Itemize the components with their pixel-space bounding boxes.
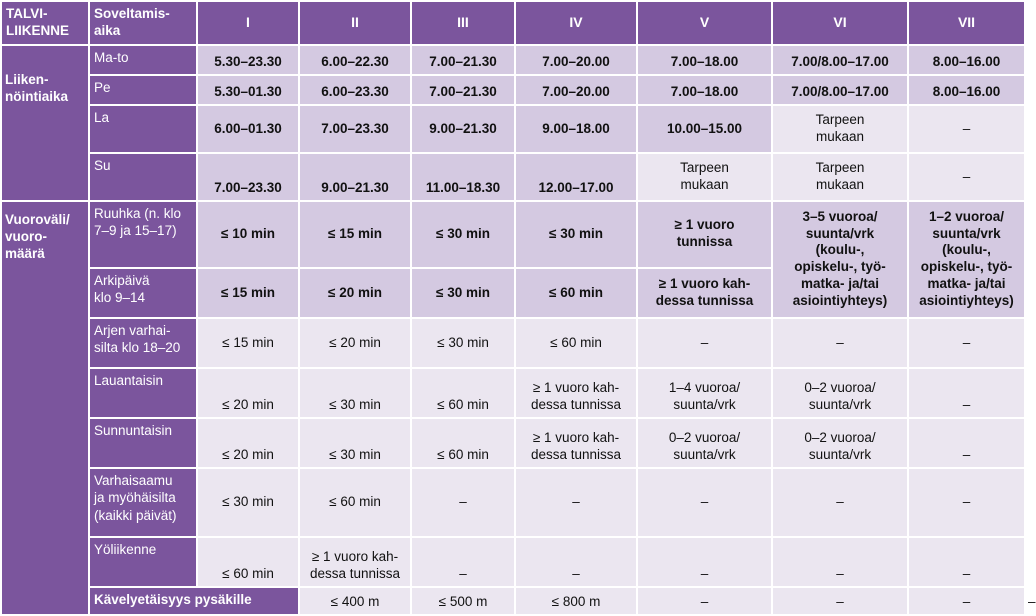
table-cell: 8.00–16.00 (908, 45, 1025, 75)
table-cell: ≥ 1 vuoro kah- dessa tunnissa (515, 368, 637, 418)
table-row (1, 75, 1025, 105)
table-cell: – (908, 418, 1025, 468)
table-row (1, 468, 1025, 537)
table-cell: 10.00–15.00 (637, 105, 772, 153)
table-cell: 7.00/8.00–17.00 (772, 75, 908, 105)
table-cell: 3–5 vuoroa/ suunta/vrk (koulu-, opiskelu-, työ- matka- ja/tai asiointiyhteys) (772, 201, 908, 318)
walking-distance-label: Kävelyetäisyys pysäkille (89, 587, 299, 615)
table-cell: ≤ 20 min (299, 268, 411, 318)
table-cell: 6.00–22.30 (299, 45, 411, 75)
row-label: Arkipäivä klo 9–14 (89, 268, 197, 318)
table-cell: ≤ 30 min (299, 368, 411, 418)
table-cell: 9.00–21.30 (299, 153, 411, 201)
table-cell: ≤ 30 min (515, 201, 637, 268)
table-cell: ≥ 1 vuoro kah- dessa tunnissa (515, 418, 637, 468)
table-cell: 12.00–17.00 (515, 153, 637, 201)
table-cell: ≤ 30 min (299, 418, 411, 468)
table-row (1, 45, 1025, 75)
table-cell: – (908, 537, 1025, 587)
class-header: VII (908, 1, 1025, 45)
table-cell: Tarpeen mukaan (637, 153, 772, 201)
table-cell: 7.00–20.00 (515, 75, 637, 105)
table-row (1, 105, 1025, 153)
class-header: I (197, 1, 299, 45)
header-row (1, 1, 1025, 45)
table-cell: ≥ 1 vuoro kah- dessa tunnissa (637, 268, 772, 318)
row-label: Lauantaisin (89, 368, 197, 418)
table-cell: ≤ 400 m (299, 587, 411, 615)
table-cell: – (772, 587, 908, 615)
table-cell: 7.00–21.30 (411, 75, 515, 105)
table-cell: 7.00–18.00 (637, 45, 772, 75)
table-cell: ≤ 60 min (197, 537, 299, 587)
table-cell: 0–2 vuoroa/ suunta/vrk (772, 368, 908, 418)
class-header: III (411, 1, 515, 45)
table-cell: 5.30–01.30 (197, 75, 299, 105)
table-cell: 6.00–01.30 (197, 105, 299, 153)
table-cell: ≤ 20 min (197, 418, 299, 468)
table-cell: – (637, 468, 772, 537)
table-cell: ≥ 1 vuoro tunnissa (637, 201, 772, 268)
table-cell: ≤ 15 min (197, 318, 299, 368)
table-cell: 7.00–20.00 (515, 45, 637, 75)
group-label-operating-time: Liiken- nöintiaika (1, 45, 89, 201)
table-cell: 0–2 vuoroa/ suunta/vrk (637, 418, 772, 468)
table-cell: – (515, 537, 637, 587)
table-cell: ≤ 20 min (197, 368, 299, 418)
class-header: II (299, 1, 411, 45)
table-cell: – (908, 468, 1025, 537)
table-row (1, 368, 1025, 418)
table-cell: 9.00–18.00 (515, 105, 637, 153)
table-row (1, 537, 1025, 587)
table-cell: – (772, 468, 908, 537)
table-cell: – (772, 318, 908, 368)
table-cell: – (908, 318, 1025, 368)
table-cell: – (637, 318, 772, 368)
table-cell: ≤ 30 min (197, 468, 299, 537)
row-label: Su (89, 153, 197, 201)
table-cell: 7.00–23.30 (197, 153, 299, 201)
table-cell: 0–2 vuoroa/ suunta/vrk (772, 418, 908, 468)
group-label-frequency: Vuoroväli/ vuoro- määrä (1, 201, 89, 615)
table-cell: 5.30–23.30 (197, 45, 299, 75)
row-label: La (89, 105, 197, 153)
table-cell: ≤ 60 min (411, 368, 515, 418)
row-label: Yöliikenne (89, 537, 197, 587)
table-cell: – (908, 587, 1025, 615)
table-cell: 7.00–23.30 (299, 105, 411, 153)
table-cell: ≤ 30 min (411, 201, 515, 268)
table-row (1, 201, 1025, 268)
table-cell: 7.00/8.00–17.00 (772, 45, 908, 75)
table-cell: 1–2 vuoroa/ suunta/vrk (koulu-, opiskelu-, työ- matka- ja/tai asiointiyhteys) (908, 201, 1025, 318)
period-header: Soveltamis- aika (89, 1, 197, 45)
table-cell: – (411, 468, 515, 537)
row-label: Sunnuntaisin (89, 418, 197, 468)
corner-header: TALVI- LIIKENNE (1, 1, 89, 45)
table-cell: – (637, 537, 772, 587)
table-cell: – (908, 105, 1025, 153)
table-cell: ≤ 15 min (299, 201, 411, 268)
table-cell: Tarpeen mukaan (772, 153, 908, 201)
table-cell: 11.00–18.30 (411, 153, 515, 201)
table-cell: – (908, 368, 1025, 418)
table-cell: – (637, 587, 772, 615)
table-cell: ≥ 1 vuoro kah- dessa tunnissa (299, 537, 411, 587)
table-cell: ≤ 60 min (299, 468, 411, 537)
table-cell: – (772, 537, 908, 587)
row-label: Varhaisaamu ja myöhäisilta (kaikki päivät) (89, 468, 197, 537)
table-cell: ≤ 30 min (411, 268, 515, 318)
table-cell: ≤ 800 m (515, 587, 637, 615)
table-cell: ≤ 60 min (411, 418, 515, 468)
table-cell: ≤ 60 min (515, 268, 637, 318)
table-cell: ≤ 10 min (197, 201, 299, 268)
class-header: V (637, 1, 772, 45)
table-cell: 6.00–23.30 (299, 75, 411, 105)
table-cell: 8.00–16.00 (908, 75, 1025, 105)
row-label: Pe (89, 75, 197, 105)
table-row: Kävelyetäisyys pysäkille ≤ 400 m ≤ 500 m ≤ 800 m – – – – (1, 587, 1025, 615)
table-cell: 1–4 vuoroa/ suunta/vrk (637, 368, 772, 418)
row-label: Arjen varhai- silta klo 18–20 (89, 318, 197, 368)
table-row (1, 418, 1025, 468)
table-row (1, 318, 1025, 368)
table-cell: – (908, 153, 1025, 201)
row-label: Ruuhka (n. klo 7–9 ja 15–17) (89, 201, 197, 268)
table-cell: 9.00–21.30 (411, 105, 515, 153)
row-label: Ma-to (89, 45, 197, 75)
table-cell: – (515, 468, 637, 537)
table-cell: ≤ 60 min (515, 318, 637, 368)
table-cell: ≤ 20 min (299, 318, 411, 368)
table-row (1, 153, 1025, 201)
table-cell: 7.00–21.30 (411, 45, 515, 75)
table-cell: ≤ 15 min (197, 268, 299, 318)
table-cell: 7.00–18.00 (637, 75, 772, 105)
class-header: VI (772, 1, 908, 45)
table-cell: ≤ 500 m (411, 587, 515, 615)
table-cell: – (411, 537, 515, 587)
class-header: IV (515, 1, 637, 45)
table-cell: ≤ 30 min (411, 318, 515, 368)
table-cell: Tarpeen mukaan (772, 105, 908, 153)
